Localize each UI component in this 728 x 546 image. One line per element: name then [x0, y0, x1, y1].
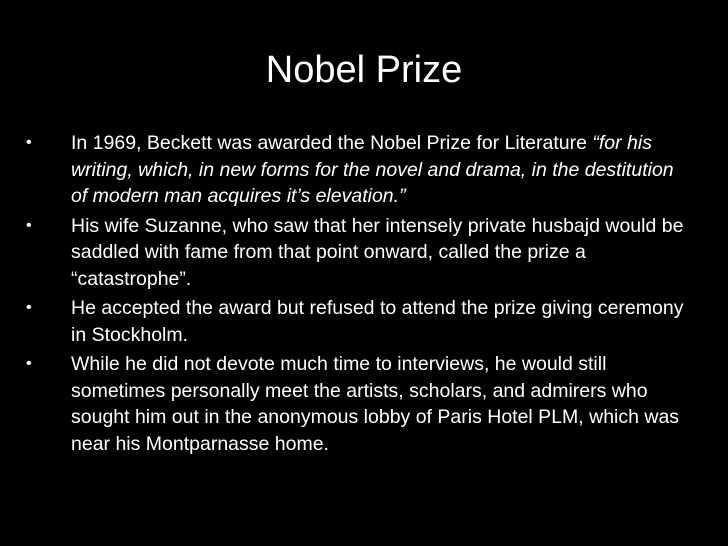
bullet-text-2: His wife Suzanne, who saw that her intensely private husbajd would be saddled with fame from that point onward, called the prize a “catastrophe”. [71, 214, 684, 290]
bullet-marker: • [26, 134, 32, 151]
bullet-marker: • [26, 299, 32, 316]
bullet-marker: • [26, 355, 32, 372]
bullet-item-2 [26, 213, 691, 293]
bullet-list [26, 130, 691, 460]
bullet-text-1: In 1969, Beckett was awarded the Nobel Prize for Literature [71, 132, 593, 154]
nobel-citation-quote: “for his writing, which, in new forms for the novel and drama, in the destitution of modern man acquires it’s elevation.” [71, 132, 674, 207]
bullet-item-3 [26, 295, 691, 348]
bullet-item-4 [26, 351, 691, 457]
bullet-marker: • [26, 216, 32, 234]
bullet-item-1 [26, 130, 691, 210]
bullet-text-4: While he did not devote much time to interviews, he would still sometimes personally meet the artists, scholars, and admirers who sought him out in the anonymous lobby of Paris Hotel PLM, which was near his Montparnasse home. [71, 353, 680, 455]
slide-title: Nobel Prize [265, 49, 463, 91]
bullet-text-3: He accepted the award but refused to attend the prize giving ceremony in Stockholm. [71, 297, 684, 346]
